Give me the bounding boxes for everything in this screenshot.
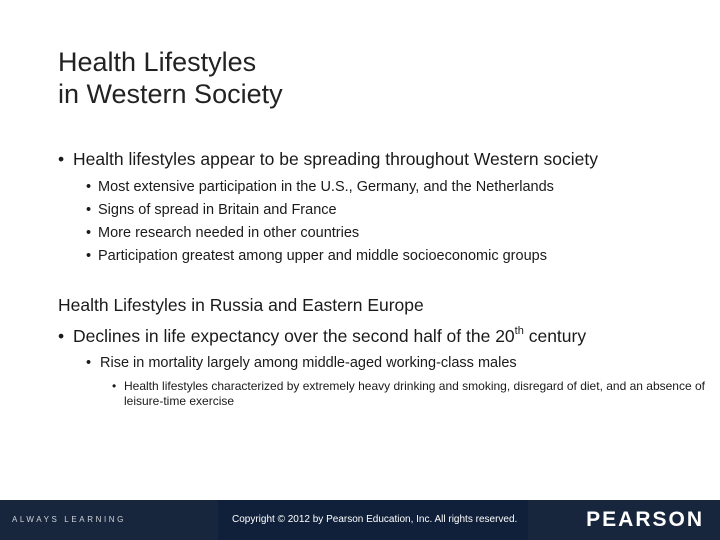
sub-bullet: [58, 222, 708, 245]
bullet-marker: •: [86, 248, 92, 264]
bullet-marker: •: [86, 179, 92, 195]
sub-bullet-text: Participation greatest among upper and middle socioeconomic groups: [98, 248, 547, 264]
bullet-marker: •: [86, 202, 92, 218]
bullet-marker: •: [58, 149, 65, 169]
sub-sub-bullet-text: Health lifestyles characterized by extremely heavy drinking and smoking, disregard of diet, and an absence of leisure-time exercise: [124, 379, 705, 408]
bullet-life-expectancy: [58, 325, 708, 347]
bullet-marker: •: [112, 379, 117, 393]
sub-bullet: [58, 245, 708, 268]
sub-bullet-mortality: [58, 353, 708, 373]
ordinal-suffix: th: [514, 325, 524, 338]
sub-bullet-text: Signs of spread in Britain and France: [98, 202, 337, 218]
bullet-marker: •: [58, 326, 65, 346]
bullet-marker: •: [86, 355, 92, 371]
bullet-western-spread: [58, 148, 708, 170]
title-line-1: Health Lifestyles: [58, 47, 257, 77]
slide-content: [58, 148, 708, 409]
section-heading-russia: Health Lifestyles in Russia and Eastern Europe: [58, 295, 424, 315]
bullet-text-after: century: [523, 326, 587, 346]
slide-title: [58, 46, 283, 110]
bullet-text: Health lifestyles appear to be spreading throughout Western society: [73, 149, 598, 169]
sub-bullet: [58, 199, 708, 222]
title-line-2: in Western Society: [58, 79, 283, 109]
footer-tagline: ALWAYS LEARNING: [12, 515, 126, 524]
footer-bar: [0, 500, 720, 540]
sub-sub-bullet-lifestyles: [58, 379, 708, 409]
pearson-logo: PEARSON: [586, 508, 704, 531]
bullet-marker: •: [86, 225, 92, 241]
sub-bullet-text: More research needed in other countries: [98, 225, 360, 241]
bullet-text-before: Declines in life expectancy over the second half of the 20: [73, 326, 515, 346]
sub-bullet-list: [58, 176, 708, 268]
sub-bullet-text: Rise in mortality largely among middle-aged working-class males: [100, 355, 517, 371]
sub-bullet-text: Most extensive participation in the U.S., Germany, and the Netherlands: [98, 179, 554, 195]
sub-bullet: [58, 176, 708, 199]
footer-copyright: Copyright © 2012 by Pearson Education, Inc. All rights reserved.: [232, 514, 518, 525]
